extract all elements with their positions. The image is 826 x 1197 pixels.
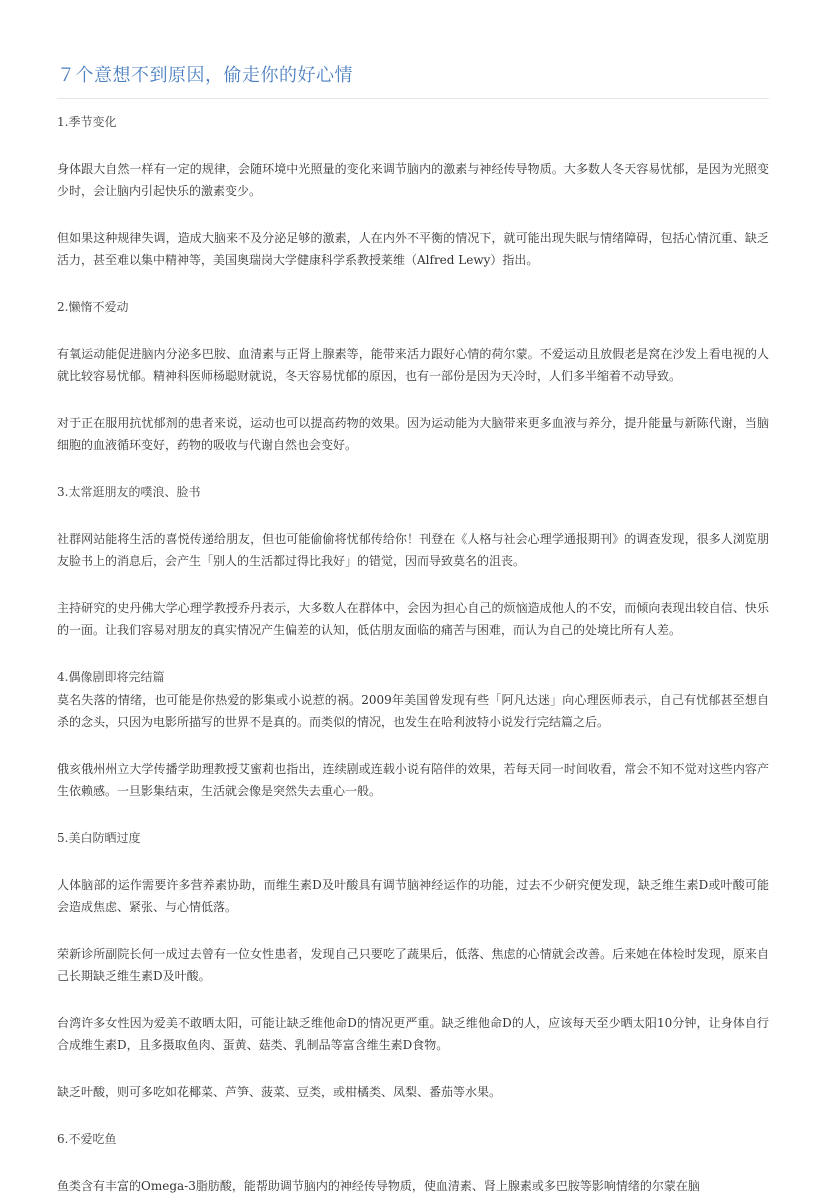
section-heading: 6.不爱吃鱼 bbox=[57, 1132, 117, 1146]
article-title: ７个意想不到原因，偷走你的好心情 bbox=[57, 65, 353, 86]
article-body bbox=[57, 111, 769, 1197]
paragraph: 身体跟大自然一样有一定的规律，会随环境中光照量的变化来调节脑内的激素与神经传导物质。大多数人冬天容易忧郁，是因为光照变少时，会让脑内引起快乐的激素变少。 bbox=[57, 162, 769, 198]
section-heading: 4.偶像剧即将完结篇 bbox=[57, 670, 165, 684]
section-heading: 5.美白防晒过度 bbox=[57, 831, 141, 845]
paragraph: 台湾许多女性因为爱美不敢晒太阳，可能让缺乏维他命D的情况更严重。缺乏维他命D的人，应该每天至少晒太阳10分钟，让身体自行合成维生素D，且多摄取鱼肉、蛋黄、菇类、乳制品等富含维生素D食物。 bbox=[57, 1016, 769, 1052]
paragraph: 鱼类含有丰富的Omega-3脂肪酸，能帮助调节脑内的神经传导物质，使血清素、肾上腺素或多巴胺等影响情绪的尔蒙在脑 bbox=[57, 1179, 700, 1193]
document-page bbox=[57, 0, 769, 1197]
paragraph: 俄亥俄州州立大学传播学助理教授艾蜜莉也指出，连续剧或连载小说有陪伴的效果，若每天同一时间收看，常会不知不觉对这些内容产生依赖感。一旦影集结束，生活就会像是突然失去重心一般。 bbox=[57, 762, 769, 798]
title-divider bbox=[57, 98, 769, 99]
paragraph: 但如果这种规律失调，造成大脑来不及分泌足够的激素，人在内外不平衡的情况下，就可能出现失眠与情绪障碍，包括心情沉重、缺乏活力，甚至难以集中精神等，美国奥瑞岗大学健康科学系教授莱维（Alfred Lewy）指出。 bbox=[57, 231, 769, 267]
section-heading: 2.懒惰不爱动 bbox=[57, 300, 129, 314]
section-heading: 3.太常逛朋友的噗浪、脸书 bbox=[57, 485, 201, 499]
paragraph: 莫名失落的情绪，也可能是你热爱的影集或小说惹的祸。2009年美国曾发现有些「阿凡达迷」向心理医师表示，自己有忧郁甚至想自杀的念头，只因为电影所描写的世界不是真的。而类似的情况，也发生在哈利波特小说发行完结篇之后。 bbox=[57, 693, 769, 729]
section-heading: 1.季节变化 bbox=[57, 115, 117, 129]
paragraph: 缺乏叶酸，则可多吃如花椰菜、芦笋、菠菜、豆类，或柑橘类、凤梨、番茄等水果。 bbox=[57, 1085, 502, 1099]
paragraph: 主持研究的史丹佛大学心理学教授乔丹表示，大多数人在群体中，会因为担心自己的烦恼造成他人的不安，而倾向表现出较自信、快乐的一面。让我们容易对朋友的真实情况产生偏差的认知，低估朋友面临的痛苦与困难，而认为自己的处境比所有人差。 bbox=[57, 601, 769, 637]
paragraph: 有氧运动能促进脑内分泌多巴胺、血清素与正肾上腺素等，能带来活力跟好心情的荷尔蒙。不爱运动且放假老是窝在沙发上看电视的人就比较容易忧郁。精神科医师杨聪财就说，冬天容易忧郁的原因，也有一部份是因为天冷时，人们多半缩着不动导致。 bbox=[57, 347, 769, 383]
paragraph: 荣新诊所副院长何一成过去曾有一位女性患者，发现自己只要吃了蔬果后，低落、焦虑的心情就会改善。后来她在体检时发现，原来自己长期缺乏维生素D及叶酸。 bbox=[57, 947, 769, 983]
paragraph: 社群网站能将生活的喜悦传递给朋友，但也可能偷偷将忧郁传给你！刊登在《人格与社会心理学通报期刊》的调查发现，很多人浏览朋友脸书上的消息后，会产生「别人的生活都过得比我好」的错觉，因而导致莫名的沮丧。 bbox=[57, 532, 769, 568]
paragraph: 人体脑部的运作需要许多营养素协助，而维生素D及叶酸具有调节脑神经运作的功能，过去不少研究便发现，缺乏维生素D或叶酸可能会造成焦虑、紧张、与心情低落。 bbox=[57, 878, 769, 914]
paragraph: 对于正在服用抗忧郁剂的患者来说，运动也可以提高药物的效果。因为运动能为大脑带来更多血液与养分，提升能量与新陈代谢，当脑细胞的血液循环变好，药物的吸收与代谢自然也会变好。 bbox=[57, 416, 769, 452]
